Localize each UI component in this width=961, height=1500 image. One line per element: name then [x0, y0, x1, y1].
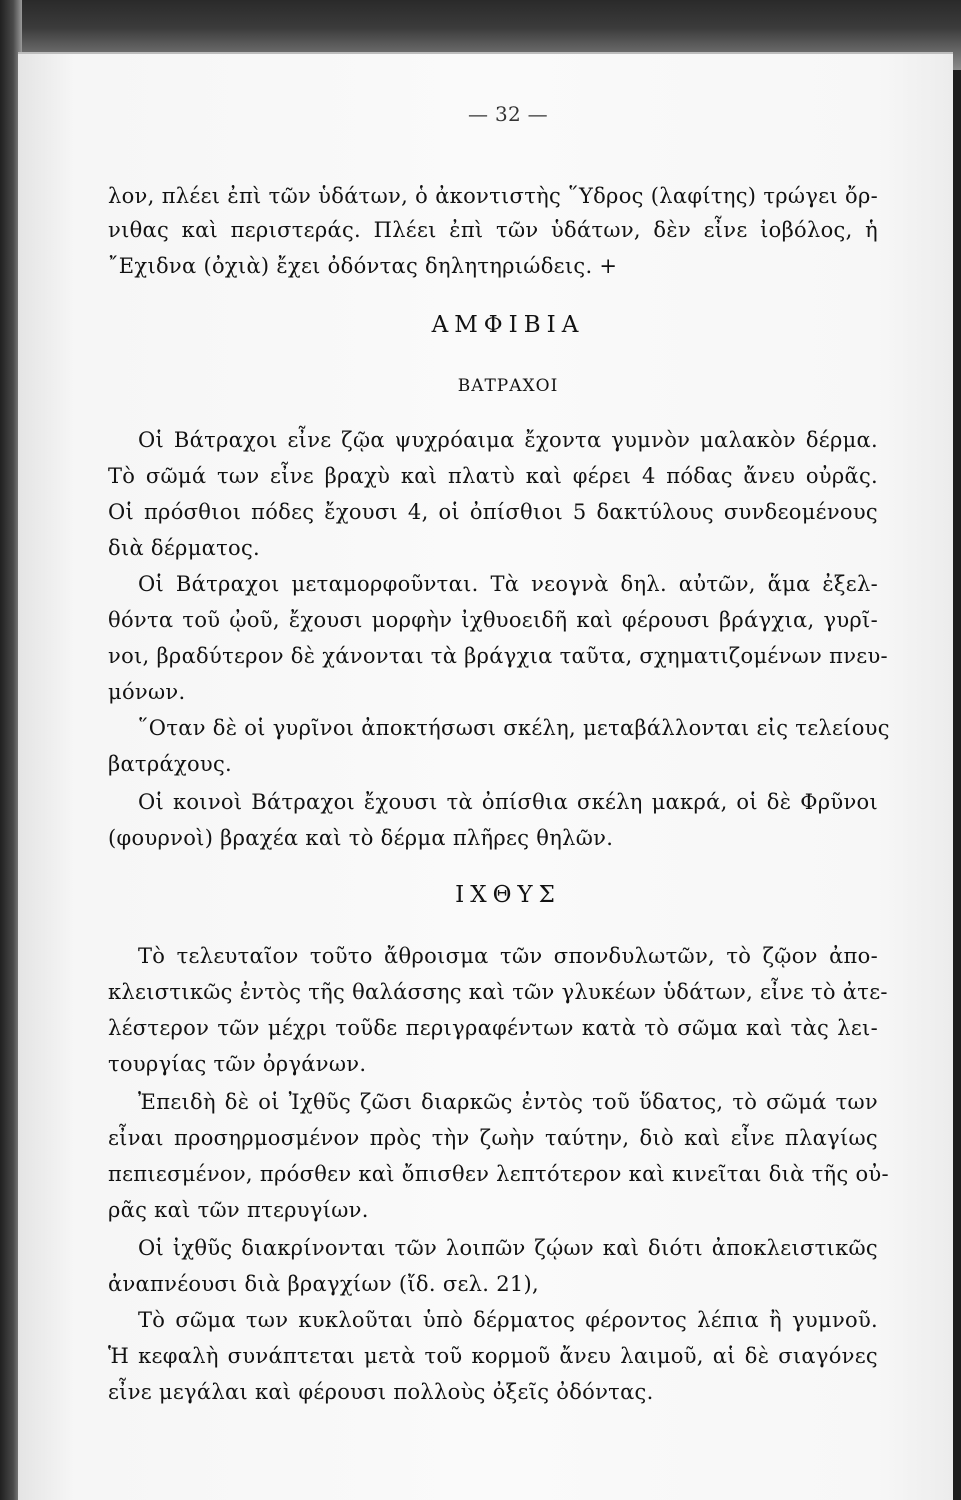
text-line: διὰ δέρματος. — [108, 536, 261, 560]
text-line: Τὸ σῶμα των κυκλοῦται ὑπὸ δέρματος φέροντος λέπια ἢ γυμνοῦ. — [138, 1308, 878, 1332]
text-line: (φουρνοὶ) βραχέα καὶ τὸ δέρμα πλῆρες θηλῶν. — [108, 826, 614, 850]
text-line: πεπιεσμένον, πρόσθεν καὶ ὄπισθεν λεπτότερον καὶ κινεῖται διὰ τῆς οὐ- — [108, 1162, 889, 1186]
text-line: Οἱ Βάτραχοι εἶνε ζῷα ψυχρόαιμα ἔχοντα γυμνὸν μαλακὸν δέρμα. — [138, 428, 878, 452]
text-line: βατράχους. — [108, 752, 233, 776]
text-line: εἶναι προσηρμοσμένον πρὸς τὴν ζωὴν ταύτην, διὸ καὶ εἶνε πλαγίως — [108, 1126, 878, 1150]
text-line: Οἱ κοινοὶ Βάτραχοι ἔχουσι τὰ ὀπίσθια σκέλη μακρά, οἱ δὲ Φρῦνοι — [138, 790, 878, 814]
text-line: θόντα τοῦ ᾠοῦ, ἔχουσι μορφὴν ἰχθυοειδῆ καὶ φέρουσι βράγχια, γυρῖ- — [108, 608, 878, 632]
text-line: ῞Οταν δὲ οἱ γυρῖνοι ἀποκτήσωσι σκέλη, μεταβάλλονται εἰς τελείους — [138, 716, 890, 740]
text-line: λον, πλέει ἐπὶ τῶν ὑδάτων, ὁ ἀκοντιστὴς ῞Υδρος (λαφίτης) τρώγει ὄρ- — [108, 184, 878, 208]
subsection-heading-batrachoi: ΒΑΤΡΑΧΟΙ — [457, 376, 559, 396]
text-line: τουργίας τῶν ὀργάνων. — [108, 1052, 367, 1076]
text-line: Οἱ Βάτραχοι μεταμορφοῦνται. Τὰ νεογνὰ δηλ. αὐτῶν, ἅμα ἐξελ- — [138, 572, 878, 596]
page-number: — 32 — — [468, 102, 548, 126]
section-heading-amphibia: ΑΜΦΙΒΙΑ — [431, 312, 585, 338]
section-heading-ichthys: ΙΧΘΥΣ — [455, 882, 561, 908]
text-line: Οἱ πρόσθιοι πόδες ἔχουσι 4, οἱ ὀπίσθιοι 5 δακτύλους συνδεομένους — [108, 500, 878, 524]
text-line: ρᾶς καὶ τῶν πτερυγίων. — [108, 1198, 369, 1222]
text-line: ἀναπνέουσι διὰ βραγχίων (ἴδ. σελ. 21), — [108, 1272, 539, 1296]
text-line: Τὸ τελευταῖον τοῦτο ἄθροισμα τῶν σπονδυλωτῶν, τὸ ζῷον ἀπο- — [138, 944, 878, 968]
text-line: Ἡ κεφαλὴ συνάπτεται μετὰ τοῦ κορμοῦ ἄνευ λαιμοῦ, αἱ δὲ σιαγόνες — [108, 1344, 878, 1368]
text-line: Ἐπειδὴ δὲ οἱ Ἰχθῦς ζῶσι διαρκῶς ἐντὸς τοῦ ὕδατος, τὸ σῶμά των — [138, 1090, 878, 1114]
text-line: κλειστικῶς ἐντὸς τῆς θαλάσσης καὶ τῶν γλυκέων ὑδάτων, εἶνε τὸ ἀτε- — [108, 980, 888, 1004]
text-line: μόνων. — [108, 680, 186, 704]
text-line: λέστερον τῶν μέχρι τοῦδε περιγραφέντων κατὰ τὸ σῶμα καὶ τὰς λει- — [108, 1016, 878, 1040]
text-line: νιθας καὶ περιστεράς. Πλέει ἐπὶ τῶν ὑδάτων, δὲν εἶνε ἰοβόλος, ἡ — [108, 218, 878, 242]
paper-sheet — [18, 52, 953, 1500]
text-line: Τὸ σῶμά των εἶνε βραχὺ καὶ πλατὺ καὶ φέρει 4 πόδας ἄνευ οὐρᾶς. — [108, 464, 878, 488]
text-line: Οἱ ἰχθῦς διακρίνονται τῶν λοιπῶν ζῴων καὶ διότι ἀποκλειστικῶς — [138, 1236, 878, 1260]
text-line: εἶνε μεγάλαι καὶ φέρουσι πολλοὺς ὀξεῖς ὀδόντας. — [108, 1380, 654, 1404]
text-line: νοι, βραδύτερον δὲ χάνονται τὰ βράγχια ταῦτα, σχηματιζομένων πνευ- — [108, 644, 888, 668]
text-line: ῎Εχιδνα (ὀχιὰ) ἔχει ὀδόντας δηλητηριώδεις. + — [108, 254, 618, 278]
